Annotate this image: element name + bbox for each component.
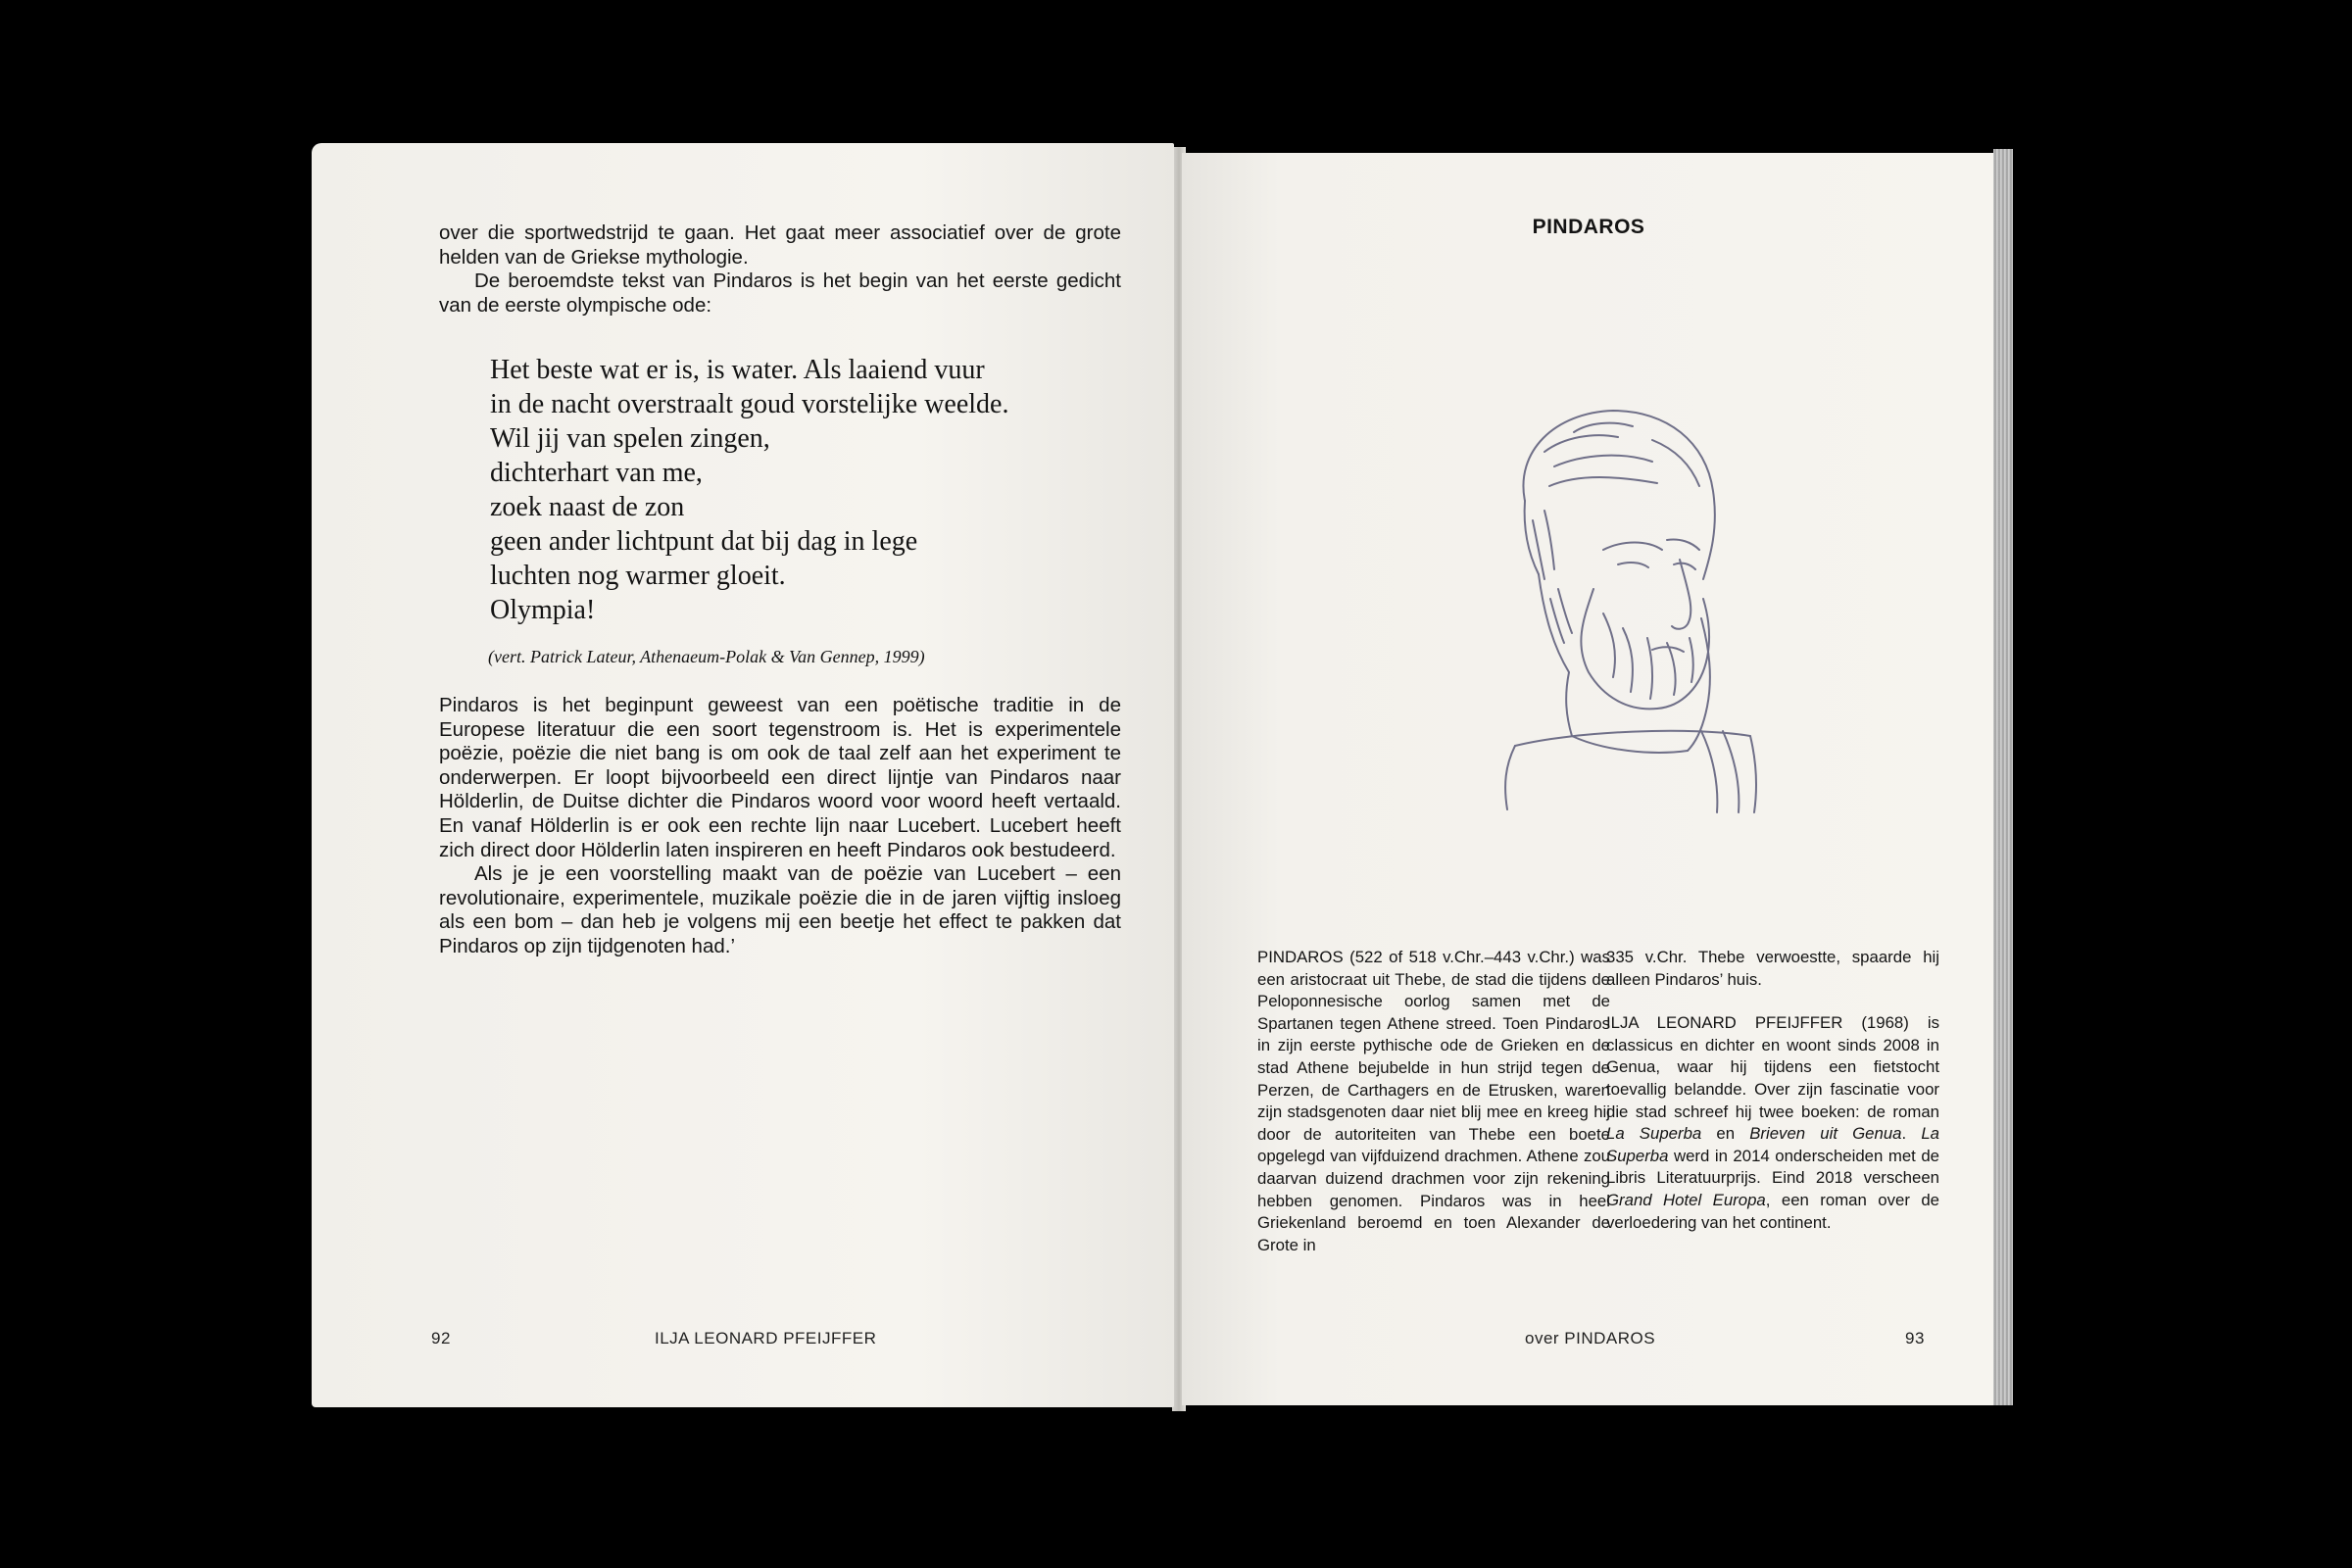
poem-line: in de nacht overstraalt goud vorstelijke weelde. xyxy=(490,389,1009,419)
pindaros-bust-illustration xyxy=(1456,393,1770,814)
main-text xyxy=(439,694,1121,959)
running-foot-right: over PINDAROS xyxy=(1525,1329,1656,1348)
poem-line: Wil jij van spelen zingen, xyxy=(490,423,770,454)
caption-thebe: 335 v.Chr. Thebe verwoestte, spaarde hij alleen Pindaros’ huis. xyxy=(1606,948,1939,989)
caption-author-part: Grand Hotel Europa xyxy=(1606,1190,1766,1209)
poem-line: zoek naast de zon xyxy=(490,492,685,522)
left-page xyxy=(312,143,1174,1407)
poem xyxy=(490,353,1117,627)
paragraph-2: Als je je een voorstelling maakt van de poëzie van Lucebert – een revolutionaire, experimentele, muzikale poëzie die in de jaren vijftig insloeg als een bom – dan heb je volgens mij een beetje het effect te pakken dat Pindaros op zijn tijdgenoten had.’ xyxy=(439,862,1121,957)
caption-author-part: en xyxy=(1701,1124,1750,1144)
page-number-right: 93 xyxy=(1905,1329,1925,1348)
right-page xyxy=(1182,153,1995,1405)
caption-author-part: werd in 2014 onderscheiden met de Libris Literatuurprijs. Eind 2018 verscheen xyxy=(1606,1146,1939,1188)
running-foot-left: ILJA LEONARD PFEIJFFER xyxy=(655,1329,877,1348)
bust-lines xyxy=(1505,411,1756,812)
page-edge xyxy=(1993,149,2013,1405)
intro-line-2: De beroemdste tekst van Pindaros is het begin van het eerste gedicht van de eerste olympische ode: xyxy=(439,270,1121,317)
caption-author-part: , een roman over de verloedering van het continent. xyxy=(1606,1190,1939,1232)
translation-credit: (vert. Patrick Lateur, Athenaeum-Polak & Van Gennep, 1999) xyxy=(488,647,925,666)
poem-line: geen ander lichtpunt dat bij dag in lege xyxy=(490,526,918,557)
intro-line-1: over die sportwedstrijd te gaan. Het gaat meer associatief over de grote helden van de Griekse mythologie. xyxy=(439,221,1121,269)
paragraph-1: Pindaros is het beginpunt geweest van een poëtische traditie in de Europese literatuur die een soort tegenstroom is. Het is experimentele poëzie, poëzie die niet bang is om ook de taal zelf aan het experiment te onderwerpen. Er loopt bijvoorbeeld een direct lijntje van Pindaros naar Hölderlin, de Duitse dichter die Pindaros woord voor woord heeft vertaald. En vanaf Hölderlin is er ook een rechte lijn naar Lucebert. Lucebert heeft zich direct door Hölderlin laten inspireren en heeft Pindaros ook bestudeerd. xyxy=(439,694,1121,861)
caption-author-part: La Superba xyxy=(1606,1124,1939,1165)
caption-author-part: ILJA LEONARD PFEIJFFER (1968) is classicus en dichter en woont sinds 2008 in Genua, waar hij tijdens een fietstocht toevallig belandde. Over zijn fascinatie voor die stad schreef hij twee boeken: de roman xyxy=(1606,1013,1939,1121)
page-number-left: 92 xyxy=(431,1329,451,1348)
caption-pindaros: PINDAROS (522 of 518 v.Chr.–443 v.Chr.) was een aristocraat uit Thebe, de stad die tijdens de Peloponnesische oorlog samen met de Spartanen tegen Athene streed. Toen Pindaros in zijn eerste pythische ode de Grieken en de stad Athene bejubelde in hun strijd tegen de Perzen, de Carthagers en de Etrusken, waren zijn stadsgenoten daar niet blij mee en kreeg hij door de autoriteiten van Thebe een boete opgelegd van vijfduizend drachmen. Athene zou daarvan duizend drachmen voor zijn rekening hebben genomen. Pindaros was in heel Griekenland beroemd en toen Alexander de Grote in xyxy=(1257,948,1610,1254)
poem-line: dichterhart van me, xyxy=(490,458,703,488)
caption-right-column xyxy=(1606,947,1939,1234)
caption-author xyxy=(1606,1012,1939,1234)
poem-line: Olympia! xyxy=(490,595,596,625)
intro-text xyxy=(439,221,1121,318)
caption-author-part: Brieven uit Genua xyxy=(1749,1124,1902,1144)
poem-line: luchten nog warmer gloeit. xyxy=(490,561,786,591)
caption-author-part: . xyxy=(1901,1124,1922,1144)
caption-author-part: La Superba xyxy=(1606,1124,1702,1144)
poem-line: Het beste wat er is, is water. Als laaiend vuur xyxy=(490,355,985,385)
running-head: PINDAROS xyxy=(1532,216,1645,238)
